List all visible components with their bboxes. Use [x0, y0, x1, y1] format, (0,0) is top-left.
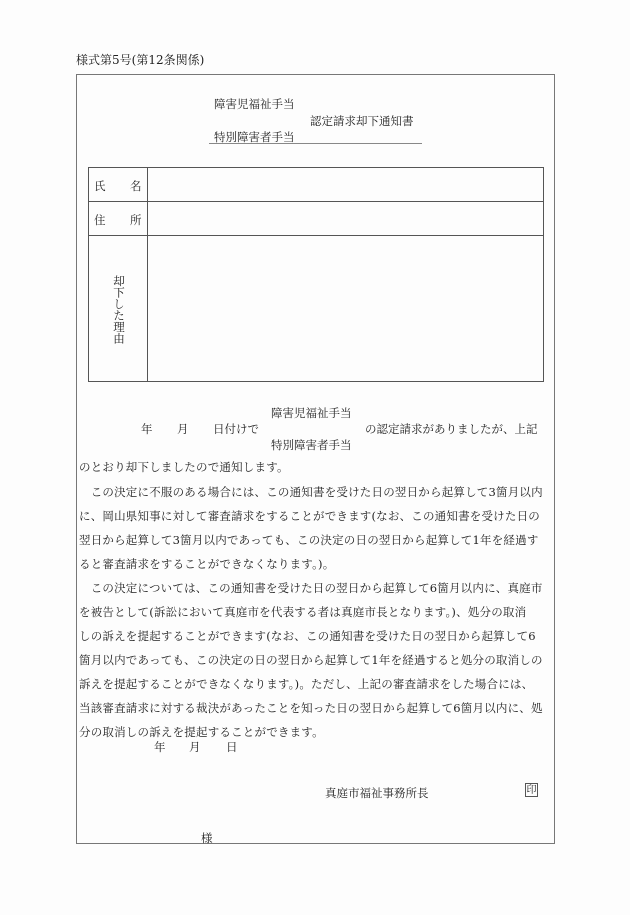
issuer: 真庭市福祉事務所長 — [325, 786, 429, 800]
notice-year: 年 — [141, 422, 153, 436]
table-column-divider — [147, 168, 148, 381]
paragraph-1-line: に、岡山県知事に対して審査請求をすることができます(なお、この通知書を受けた日の — [79, 509, 540, 523]
paragraph-1-line: ると審査請求をすることができなくなります。)。 — [79, 557, 335, 571]
address-label-1: 住 — [94, 213, 106, 227]
table-row-divider — [89, 201, 543, 202]
info-table — [88, 167, 544, 382]
title-allowance-2: 特別障害者手当 — [214, 130, 295, 144]
notice-day: 日付けで — [213, 422, 259, 436]
seal-mark: 印 — [526, 785, 537, 796]
notice-allowance-1: 障害児福祉手当 — [271, 406, 352, 420]
paragraph-2-line: 分の取消しの訴えを提起することができます。 — [79, 725, 324, 739]
title-doc-name: 認定請求却下通知書 — [310, 114, 414, 128]
paragraph-2-line: しの訴えを提起することができます(なお、この通知書を受けた日の翌日から起算して6 — [79, 629, 536, 643]
title-allowance-1: 障害児福祉手当 — [214, 97, 295, 111]
notice-tail: の認定請求がありましたが、上記 — [365, 422, 538, 436]
paragraph-2-line: 訴えを提起することができなくなります。)。ただし、上記の審査請求をした場合には、 — [79, 677, 534, 691]
date-year: 年 — [154, 740, 166, 754]
paragraph-2-line: 箇月以内であっても、この決定の日の翌日から起算して1年を経過すると処分の取消しの — [79, 653, 543, 667]
paragraph-1-line: 翌日から起算して3箇月以内であっても、この決定の日の翌日から起算して1年を経過す — [79, 533, 539, 547]
name-label-2: 名 — [130, 179, 142, 193]
date-day: 日 — [226, 740, 238, 754]
reason-label: 却下した理由 — [112, 275, 126, 344]
notice-line-2: のとおり却下しましたので通知します。 — [79, 460, 289, 474]
paragraph-1-line: この決定に不服のある場合には、この通知書を受けた日の翌日から起算して3箇月以内 — [79, 485, 543, 499]
paragraph-2-line: この決定については、この通知書を受けた日の翌日から起算して6箇月以内に、真庭市 — [79, 581, 543, 595]
title-underline — [209, 143, 422, 144]
address-label-2: 所 — [130, 213, 142, 227]
notice-allowance-2: 特別障害者手当 — [271, 438, 352, 452]
paragraph-2-line: 当該審査請求に対する裁決があったことを知った日の翌日から起算して6箇月以内に、処 — [79, 701, 543, 715]
paragraph-2-line: を被告として(訴訟において真庭市を代表する者は真庭市長となります。)、処分の取消 — [79, 605, 527, 619]
form-number: 様式第5号(第12条関係) — [76, 53, 205, 67]
date-month: 月 — [189, 740, 201, 754]
table-row-divider — [89, 235, 543, 236]
addressee-suffix: 様 — [201, 831, 213, 845]
name-label-1: 氏 — [94, 179, 106, 193]
notice-month: 月 — [177, 422, 189, 436]
